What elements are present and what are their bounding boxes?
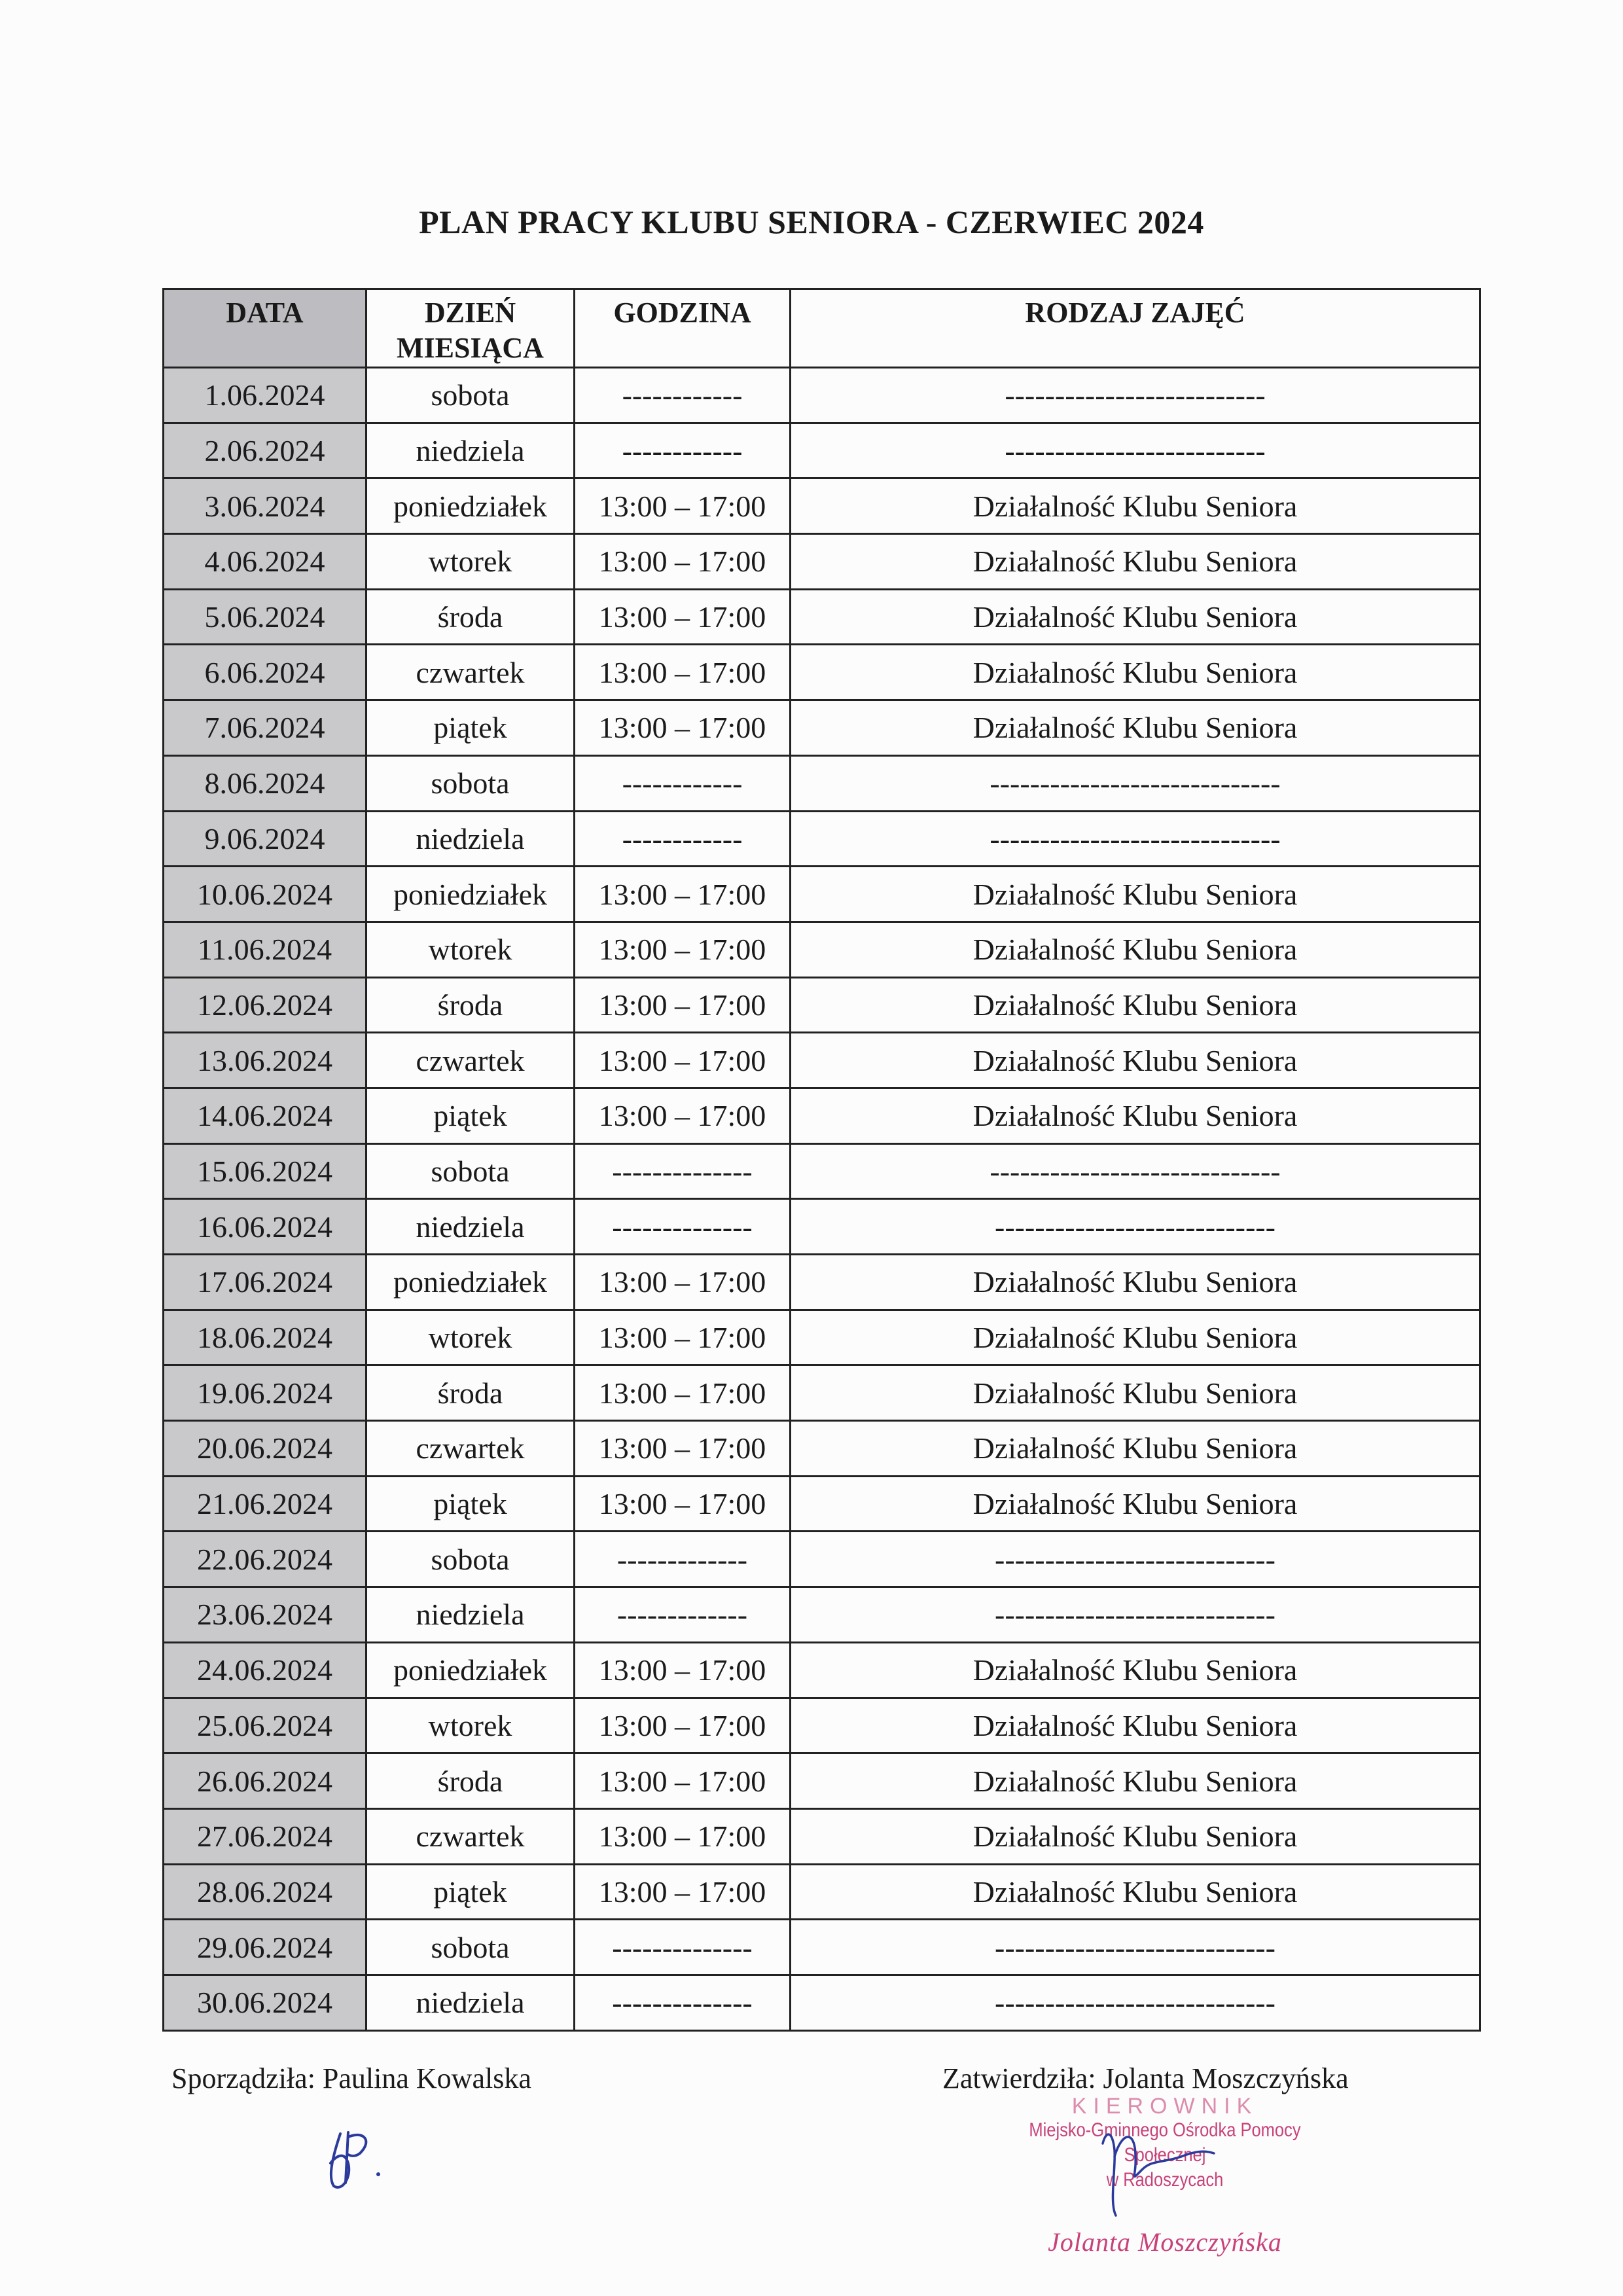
cell-activity: Działalność Klubu Seniora bbox=[791, 534, 1480, 590]
cell-date: 24.06.2024 bbox=[164, 1642, 366, 1698]
cell-date: 15.06.2024 bbox=[164, 1143, 366, 1199]
cell-day: niedziela bbox=[366, 1975, 575, 2030]
cell-date: 27.06.2024 bbox=[164, 1808, 366, 1864]
table-row bbox=[164, 1033, 1480, 1088]
header-activity: RODZAJ ZAJĘĆ bbox=[791, 289, 1480, 368]
cell-day: środa bbox=[366, 1365, 575, 1421]
cell-time: 13:00 – 17:00 bbox=[575, 645, 791, 700]
cell-day: niedziela bbox=[366, 423, 575, 478]
cell-time: 13:00 – 17:00 bbox=[575, 1808, 791, 1864]
table-row bbox=[164, 1753, 1480, 1809]
cell-activity: Działalność Klubu Seniora bbox=[791, 478, 1480, 534]
table-row bbox=[164, 1587, 1480, 1643]
cell-activity: Działalność Klubu Seniora bbox=[791, 700, 1480, 756]
cell-day: wtorek bbox=[366, 922, 575, 977]
prepared-by: Sporządziła: Paulina Kowalska bbox=[171, 2062, 531, 2094]
cell-activity: Działalność Klubu Seniora bbox=[791, 922, 1480, 977]
table-row bbox=[164, 589, 1480, 645]
table-row bbox=[164, 755, 1480, 811]
cell-time: ------------- bbox=[575, 1532, 791, 1587]
cell-day: niedziela bbox=[366, 1199, 575, 1255]
table-row bbox=[164, 811, 1480, 867]
table-body bbox=[164, 368, 1480, 2031]
cell-day: niedziela bbox=[366, 1587, 575, 1643]
cell-day: niedziela bbox=[366, 811, 575, 867]
cell-time: 13:00 – 17:00 bbox=[575, 867, 791, 922]
cell-time: 13:00 – 17:00 bbox=[575, 1864, 791, 1920]
cell-date: 13.06.2024 bbox=[164, 1033, 366, 1088]
cell-day: sobota bbox=[366, 1532, 575, 1587]
table-row bbox=[164, 1421, 1480, 1477]
table-row bbox=[164, 867, 1480, 922]
cell-time: -------------- bbox=[575, 1199, 791, 1255]
cell-date: 14.06.2024 bbox=[164, 1088, 366, 1143]
table-row bbox=[164, 1532, 1480, 1587]
cell-activity: ----------------------------- bbox=[791, 755, 1480, 811]
cell-activity: ---------------------------- bbox=[791, 1199, 1480, 1255]
cell-date: 6.06.2024 bbox=[164, 645, 366, 700]
stamp-heading: KIEROWNIK bbox=[1071, 2094, 1258, 2119]
cell-date: 19.06.2024 bbox=[164, 1365, 366, 1421]
table-row bbox=[164, 1975, 1480, 2030]
cell-time: 13:00 – 17:00 bbox=[575, 1255, 791, 1310]
cell-time: 13:00 – 17:00 bbox=[575, 1310, 791, 1365]
cell-day: piątek bbox=[366, 1088, 575, 1143]
cell-date: 29.06.2024 bbox=[164, 1920, 366, 1975]
table-row bbox=[164, 1476, 1480, 1532]
cell-date: 12.06.2024 bbox=[164, 977, 366, 1033]
cell-activity: Działalność Klubu Seniora bbox=[791, 1808, 1480, 1864]
table-row bbox=[164, 1365, 1480, 1421]
cell-day: sobota bbox=[366, 1143, 575, 1199]
cell-time: 13:00 – 17:00 bbox=[575, 1088, 791, 1143]
stamp-name: Jolanta Moszczyńska bbox=[1048, 2227, 1282, 2257]
cell-date: 1.06.2024 bbox=[164, 368, 366, 423]
cell-day: poniedziałek bbox=[366, 1642, 575, 1698]
cell-time: ------------ bbox=[575, 755, 791, 811]
table-row bbox=[164, 423, 1480, 478]
table-row bbox=[164, 1920, 1480, 1975]
table-row bbox=[164, 534, 1480, 590]
cell-time: ------------ bbox=[575, 423, 791, 478]
header-day bbox=[366, 289, 575, 368]
cell-activity: Działalność Klubu Seniora bbox=[791, 1753, 1480, 1809]
cell-date: 25.06.2024 bbox=[164, 1698, 366, 1753]
cell-date: 9.06.2024 bbox=[164, 811, 366, 867]
header-date: DATA bbox=[164, 289, 366, 368]
cell-time: 13:00 – 17:00 bbox=[575, 700, 791, 756]
cell-date: 23.06.2024 bbox=[164, 1587, 366, 1643]
cell-date: 10.06.2024 bbox=[164, 867, 366, 922]
cell-day: piątek bbox=[366, 1864, 575, 1920]
cell-activity: Działalność Klubu Seniora bbox=[791, 1476, 1480, 1532]
cell-date: 17.06.2024 bbox=[164, 1255, 366, 1310]
cell-day: sobota bbox=[366, 755, 575, 811]
cell-activity: Działalność Klubu Seniora bbox=[791, 1864, 1480, 1920]
cell-activity: Działalność Klubu Seniora bbox=[791, 867, 1480, 922]
table-row bbox=[164, 368, 1480, 423]
cell-activity: ----------------------------- bbox=[791, 811, 1480, 867]
approved-by: Zatwierdziła: Jolanta Moszczyńska bbox=[942, 2062, 1349, 2094]
cell-time: 13:00 – 17:00 bbox=[575, 1476, 791, 1532]
cell-day: czwartek bbox=[366, 645, 575, 700]
cell-day: czwartek bbox=[366, 1808, 575, 1864]
cell-day: czwartek bbox=[366, 1421, 575, 1477]
cell-activity: ---------------------------- bbox=[791, 1920, 1480, 1975]
cell-date: 8.06.2024 bbox=[164, 755, 366, 811]
table-row bbox=[164, 1808, 1480, 1864]
cell-date: 5.06.2024 bbox=[164, 589, 366, 645]
cell-activity: Działalność Klubu Seniora bbox=[791, 645, 1480, 700]
cell-activity: Działalność Klubu Seniora bbox=[791, 1033, 1480, 1088]
schedule-table bbox=[162, 288, 1481, 2032]
cell-date: 30.06.2024 bbox=[164, 1975, 366, 2030]
table-row bbox=[164, 1310, 1480, 1365]
cell-activity: ---------------------------- bbox=[791, 1975, 1480, 2030]
table-row bbox=[164, 1698, 1480, 1753]
cell-date: 28.06.2024 bbox=[164, 1864, 366, 1920]
cell-time: ------------ bbox=[575, 368, 791, 423]
cell-time: ------------ bbox=[575, 811, 791, 867]
table-header-row bbox=[164, 289, 1480, 368]
cell-time: -------------- bbox=[575, 1143, 791, 1199]
cell-date: 20.06.2024 bbox=[164, 1421, 366, 1477]
cell-time: 13:00 – 17:00 bbox=[575, 589, 791, 645]
cell-time: 13:00 – 17:00 bbox=[575, 1753, 791, 1809]
table-row bbox=[164, 1199, 1480, 1255]
cell-day: poniedziałek bbox=[366, 478, 575, 534]
cell-time: 13:00 – 17:00 bbox=[575, 922, 791, 977]
cell-day: poniedziałek bbox=[366, 1255, 575, 1310]
cell-activity: Działalność Klubu Seniora bbox=[791, 1421, 1480, 1477]
cell-activity: Działalność Klubu Seniora bbox=[791, 1310, 1480, 1365]
cell-day: sobota bbox=[366, 1920, 575, 1975]
cell-activity: Działalność Klubu Seniora bbox=[791, 1365, 1480, 1421]
cell-time: -------------- bbox=[575, 1920, 791, 1975]
cell-day: piątek bbox=[366, 700, 575, 756]
signature-left-icon bbox=[308, 2114, 399, 2199]
page-title: PLAN PRACY KLUBU SENIORA - CZERWIEC 2024 bbox=[419, 204, 1204, 240]
cell-time: 13:00 – 17:00 bbox=[575, 478, 791, 534]
header-time: GODZINA bbox=[575, 289, 791, 368]
header-day-line2: MIESIĄCA bbox=[397, 332, 544, 364]
stamp-line-2: w Radoszycach bbox=[1106, 2169, 1224, 2191]
cell-activity: -------------------------- bbox=[791, 368, 1480, 423]
cell-day: piątek bbox=[366, 1476, 575, 1532]
cell-activity: Działalność Klubu Seniora bbox=[791, 1642, 1480, 1698]
cell-time: 13:00 – 17:00 bbox=[575, 1642, 791, 1698]
cell-time: 13:00 – 17:00 bbox=[575, 977, 791, 1033]
header-day-line1: DZIEŃ bbox=[424, 296, 516, 329]
table-row bbox=[164, 645, 1480, 700]
cell-day: środa bbox=[366, 589, 575, 645]
cell-day: czwartek bbox=[366, 1033, 575, 1088]
cell-day: środa bbox=[366, 977, 575, 1033]
cell-activity: ---------------------------- bbox=[791, 1532, 1480, 1587]
cell-activity: Działalność Klubu Seniora bbox=[791, 1698, 1480, 1753]
table-row bbox=[164, 922, 1480, 977]
cell-date: 2.06.2024 bbox=[164, 423, 366, 478]
cell-date: 11.06.2024 bbox=[164, 922, 366, 977]
stamp-line-1: Miejsko-Gminnego Ośrodka Pomocy Społecznej bbox=[1029, 2119, 1301, 2166]
cell-time: 13:00 – 17:00 bbox=[575, 1365, 791, 1421]
cell-date: 21.06.2024 bbox=[164, 1476, 366, 1532]
cell-time: -------------- bbox=[575, 1975, 791, 2030]
cell-activity: Działalność Klubu Seniora bbox=[791, 977, 1480, 1033]
cell-day: środa bbox=[366, 1753, 575, 1809]
cell-activity: Działalność Klubu Seniora bbox=[791, 1255, 1480, 1310]
cell-time: 13:00 – 17:00 bbox=[575, 534, 791, 590]
table-row bbox=[164, 1864, 1480, 1920]
cell-time: 13:00 – 17:00 bbox=[575, 1033, 791, 1088]
cell-day: sobota bbox=[366, 368, 575, 423]
cell-activity: Działalność Klubu Seniora bbox=[791, 1088, 1480, 1143]
table-row bbox=[164, 1143, 1480, 1199]
cell-date: 16.06.2024 bbox=[164, 1199, 366, 1255]
table-row bbox=[164, 977, 1480, 1033]
cell-date: 18.06.2024 bbox=[164, 1310, 366, 1365]
cell-day: wtorek bbox=[366, 1698, 575, 1753]
table-row bbox=[164, 1088, 1480, 1143]
cell-day: wtorek bbox=[366, 534, 575, 590]
table-row bbox=[164, 478, 1480, 534]
cell-activity: Działalność Klubu Seniora bbox=[791, 589, 1480, 645]
cell-date: 4.06.2024 bbox=[164, 534, 366, 590]
cell-day: poniedziałek bbox=[366, 867, 575, 922]
cell-date: 7.06.2024 bbox=[164, 700, 366, 756]
cell-date: 22.06.2024 bbox=[164, 1532, 366, 1587]
cell-time: ------------- bbox=[575, 1587, 791, 1643]
cell-activity: ---------------------------- bbox=[791, 1587, 1480, 1643]
table-row bbox=[164, 1255, 1480, 1310]
cell-time: 13:00 – 17:00 bbox=[575, 1421, 791, 1477]
cell-time: 13:00 – 17:00 bbox=[575, 1698, 791, 1753]
table-row bbox=[164, 700, 1480, 756]
signature-right-icon bbox=[1090, 2104, 1221, 2222]
table-row bbox=[164, 1642, 1480, 1698]
cell-activity: -------------------------- bbox=[791, 423, 1480, 478]
cell-date: 26.06.2024 bbox=[164, 1753, 366, 1809]
cell-day: wtorek bbox=[366, 1310, 575, 1365]
cell-date: 3.06.2024 bbox=[164, 478, 366, 534]
cell-activity: ----------------------------- bbox=[791, 1143, 1480, 1199]
